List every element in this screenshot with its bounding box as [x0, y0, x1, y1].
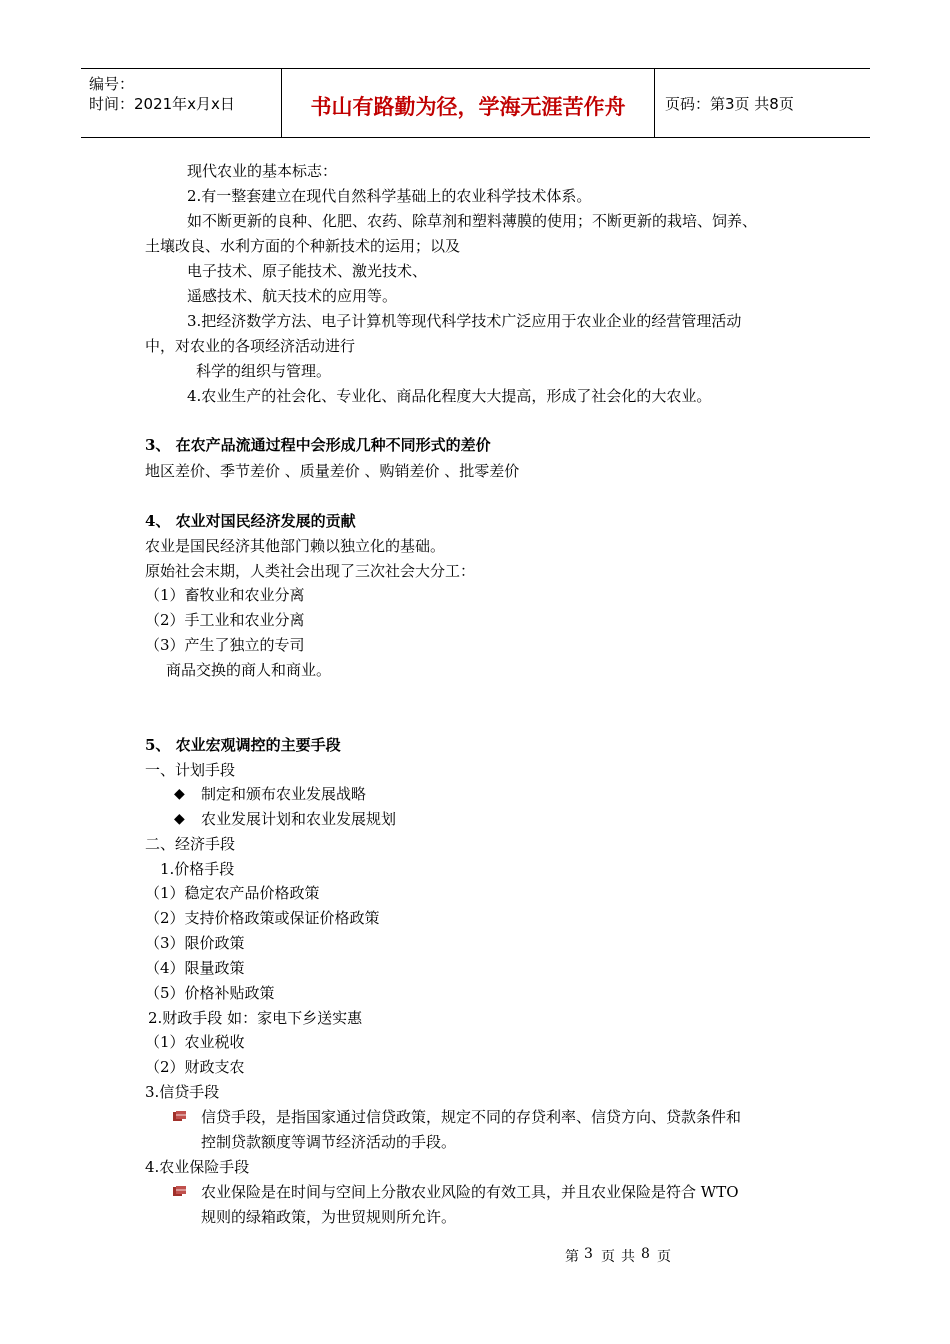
page-header: [81, 68, 870, 138]
footer-total-pages: 8: [641, 1246, 650, 1262]
header-middle-cell: [282, 69, 655, 137]
list-item: （2）财政支农: [145, 1058, 245, 1076]
paragraph-line: 电子技术、原子能技术、激光技术、: [187, 262, 428, 280]
document-date-label: 时间：2021年x月x日: [89, 95, 235, 113]
list-item: 制定和颁布农业发展战略: [201, 785, 367, 803]
paragraph-line: 3.信贷手段: [145, 1083, 220, 1101]
paragraph-line: 遥感技术、航天技术的应用等。: [187, 287, 398, 305]
list-item: 农业发展计划和农业发展规划: [201, 810, 397, 828]
footer-ye: 页: [657, 1249, 671, 1265]
section-5-heading: 5、 农业宏观调控的主要手段: [145, 736, 341, 754]
list-item: （2）支持价格政策或保证价格政策: [145, 909, 380, 927]
paragraph-line: 控制贷款额度等调节经济活动的手段。: [201, 1133, 457, 1151]
black-diamond-icon: ◆: [174, 786, 185, 802]
list-item: （5）价格补贴政策: [145, 984, 275, 1002]
list-item: 商品交换的商人和商业。: [166, 661, 332, 679]
list-item: （2）手工业和农业分离: [145, 611, 305, 629]
list-item: （4）限量政策: [145, 959, 245, 977]
book-stack-icon: [173, 1186, 186, 1197]
paragraph-line: 中，对农业的各项经济活动进行: [145, 337, 356, 355]
paragraph-line: 信贷手段，是指国家通过信贷政策，规定不同的存贷利率、信贷方向、贷款条件和: [201, 1108, 742, 1126]
paragraph-line: 4.农业保险手段: [145, 1158, 250, 1176]
list-item: （1）农业税收: [145, 1033, 245, 1051]
book-stack-icon: [173, 1111, 186, 1122]
footer-page-number: 3: [584, 1246, 593, 1262]
paragraph-line: 3.把经济数学方法、电子计算机等现代科学技术广泛应用于农业企业的经营管理活动: [187, 312, 742, 330]
paragraph-line: 一、计划手段: [145, 761, 236, 779]
footer-di: 第: [565, 1249, 579, 1265]
paragraph-line: 现代农业的基本标志：: [187, 162, 338, 180]
list-item: （3）产生了独立的专司: [145, 636, 305, 654]
paragraph-line: 规则的绿箱政策，为世贸规则所允许。: [201, 1208, 457, 1226]
header-motto: 书山有路勤为径，学海无涯苦作舟: [310, 95, 626, 119]
footer-gong: 共: [621, 1249, 635, 1265]
paragraph-line: 科学的组织与管理。: [196, 362, 332, 380]
document-number-label: 编号：: [89, 75, 135, 93]
paragraph-line: 2.有一整套建立在现代自然科学基础上的农业科学技术体系。: [187, 187, 592, 205]
section-4-heading: 4、 农业对国民经济发展的贡献: [145, 512, 356, 530]
paragraph-line: 地区差价、季节差价 、质量差价 、购销差价 、批零差价: [145, 462, 520, 480]
paragraph-line: 农业保险是在时间与空间上分散农业风险的有效工具，并且农业保险是符合 WTO: [201, 1183, 739, 1201]
header-page-info: 页码：第3页 共8页: [665, 95, 794, 113]
list-item: （3）限价政策: [145, 934, 245, 952]
paragraph-line: 4.农业生产的社会化、专业化、商品化程度大大提高，形成了社会化的大农业。: [187, 387, 712, 405]
footer-ye: 页: [601, 1249, 615, 1265]
paragraph-line: 二、经济手段: [145, 835, 236, 853]
black-diamond-icon: ◆: [174, 811, 185, 827]
list-item: （1）稳定农产品价格政策: [145, 884, 320, 902]
header-right-cell: [655, 69, 870, 137]
paragraph-line: 1.价格手段: [160, 860, 235, 878]
section-3-heading: 3、 在农产品流通过程中会形成几种不同形式的差价: [145, 436, 491, 454]
paragraph-line: 农业是国民经济其他部门赖以独立化的基础。: [145, 537, 446, 555]
paragraph-line: 土壤改良、水利方面的个种新技术的运用；以及: [145, 237, 461, 255]
paragraph-line: 如不断更新的良种、化肥、农药、除草剂和塑料薄膜的使用；不断更新的栽培、饲养、: [187, 212, 758, 230]
list-item: （1）畜牧业和农业分离: [145, 586, 305, 604]
header-left-cell: [81, 69, 282, 137]
paragraph-line: 2.财政手段 如：家电下乡送实惠: [148, 1009, 363, 1027]
paragraph-line: 原始社会末期，人类社会出现了三次社会大分工：: [145, 562, 476, 580]
